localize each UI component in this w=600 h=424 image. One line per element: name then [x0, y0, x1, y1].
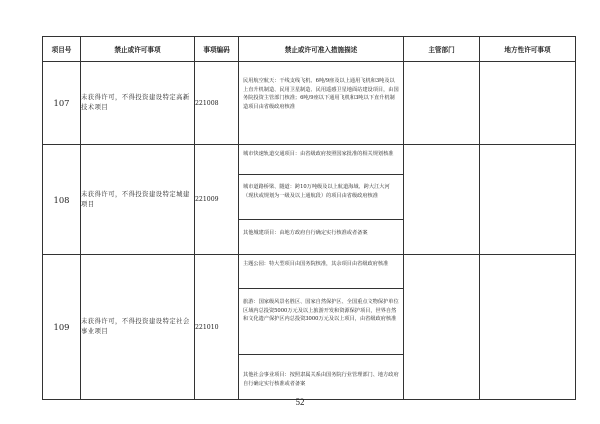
header-local: 地方性许可事项	[480, 37, 576, 62]
row-code: 221008	[195, 62, 239, 145]
row-desc	[239, 255, 404, 400]
desc-block	[239, 289, 403, 355]
row-desc	[239, 62, 404, 145]
desc-text: 城市道路桥梁、隧道：跨10万吨级及以上航道海域、跨大江大河（现状或规划为一级及以上通航段）的项目由省级政府核准	[243, 184, 390, 199]
desc-text: 主题公园：特大型项目由国务院核准，其余项目由省级政府核准	[243, 261, 389, 267]
page-number: 52	[295, 397, 305, 407]
row-desc	[239, 145, 404, 255]
table-row	[43, 145, 576, 255]
row-code: 221010	[195, 255, 239, 400]
row-id: 108	[43, 145, 81, 255]
header-item: 禁止或许可事项	[81, 37, 195, 62]
row-dept	[404, 145, 480, 255]
desc-block	[239, 175, 403, 220]
desc-block	[239, 145, 403, 175]
row-local	[480, 255, 576, 400]
header-dept: 主管部门	[404, 37, 480, 62]
desc-text: 其他城建项目：由地方政府自行确定实行核准或者备案	[243, 230, 368, 236]
row-item: 未获得许可，不得投资建设特定高新技术项目	[81, 62, 195, 145]
header-row	[43, 37, 576, 62]
row-item: 未获得许可，不得投资建设特定城建项目	[81, 145, 195, 255]
desc-block	[239, 220, 403, 254]
header-desc: 禁止或许可准入措施描述	[239, 37, 404, 62]
row-dept	[404, 255, 480, 400]
market-access-table	[42, 36, 576, 400]
table-row	[43, 62, 576, 145]
row-dept	[404, 62, 480, 145]
desc-text: 旅游：国家级风景名胜区、国家自然保护区、全国重点文物保护单位区域内总投资5000万元及以上旅游开发和资源保护项目，世界自然和文化遗产保护区内总投资3000万元及以上项目，由省级政府核准	[243, 299, 399, 323]
row-code: 221009	[195, 145, 239, 255]
table-row	[43, 255, 576, 400]
row-local	[480, 62, 576, 145]
header-code: 事项编码	[195, 37, 239, 62]
desc-text: 民用航空航天：干线支线飞机、6吨/9座及以上通用飞机和3吨及以上直升机制造、民用卫星制造、民用遥感卫星地面站建设项目，由国务院投资主管部门核准；6吨/9座以下通用飞机和3吨以下直升机制造项目由省级政府核准	[243, 78, 399, 110]
desc-block	[239, 255, 403, 289]
row-local	[480, 145, 576, 255]
desc-text: 城市快速轨道交通项目：由省级政府按照国家批准的相关规划核准	[243, 151, 394, 157]
row-id: 109	[43, 255, 81, 400]
desc-text: 其他社会事业项目：按照隶属关系由国务院行业管理部门、地方政府自行确定实行核准或者备案	[243, 372, 399, 387]
desc-block	[239, 355, 403, 399]
row-id: 107	[43, 62, 81, 145]
desc-block	[239, 62, 403, 144]
header-id: 项目号	[43, 37, 81, 62]
row-item: 未获得许可，不得投资建设特定社会事业项目	[81, 255, 195, 400]
